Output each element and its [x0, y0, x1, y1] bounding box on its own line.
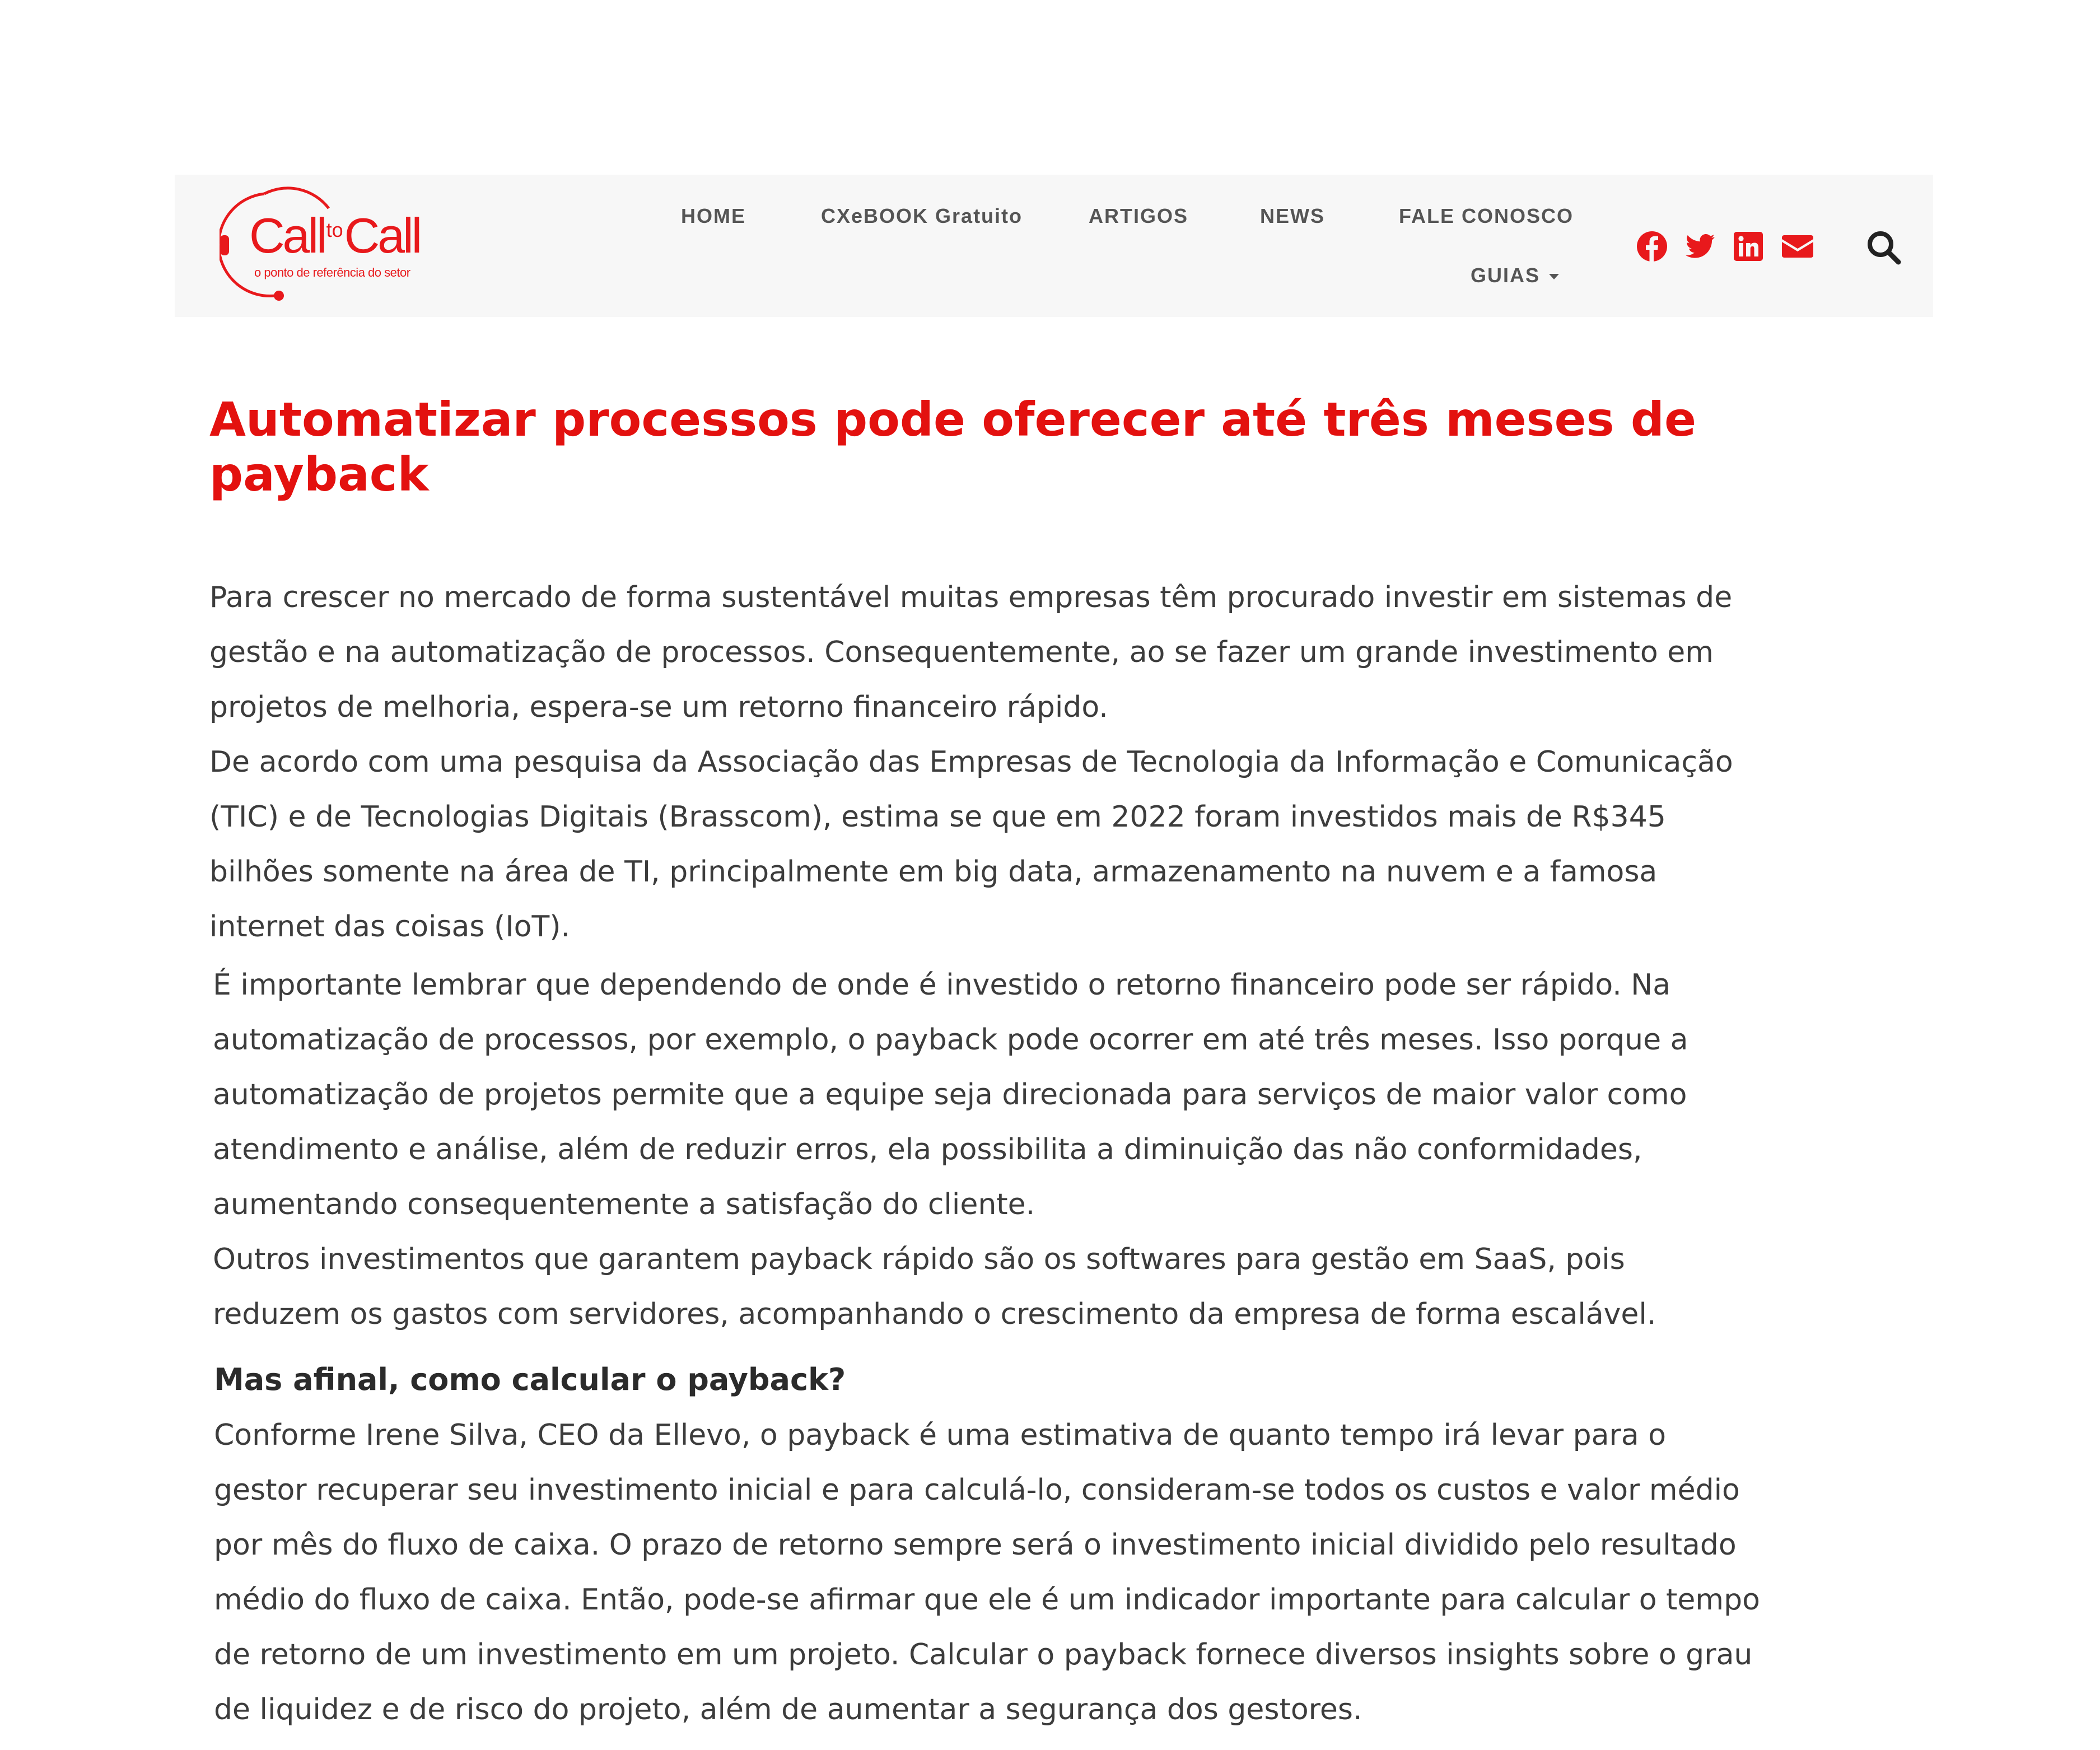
nav-fale-conosco[interactable]: FALE CONOSCO [1399, 204, 1574, 227]
search-icon[interactable] [1866, 230, 1902, 265]
article-body [209, 570, 1761, 1737]
logo-wordmark: Call$^{to}$Call [249, 208, 421, 263]
nav-cxebook[interactable]: CXeBOOK Gratuito [821, 204, 1023, 227]
nav-guias-label: GUIAS [1471, 264, 1541, 287]
nav-news[interactable]: NEWS [1260, 204, 1325, 227]
article-title: Automatizar processos pode oferecer até três meses de payback [209, 392, 1696, 502]
article-paragraph-1: Para crescer no mercado de forma sustentável muitas empresas têm procurado investir em sistemas de gestão e na automatização de processos. Consequentemente, ao se fazer um grande investimento em projetos de melhoria, espera-se um retorno financeiro rápido. [209, 581, 1733, 724]
envelope-icon[interactable] [1781, 231, 1812, 262]
article-subheading: Mas afinal, como calcular o payback? [214, 1362, 846, 1397]
site-logo[interactable] [220, 186, 432, 304]
chevron-down-icon [1549, 274, 1559, 279]
article-paragraph-2: De acordo com uma pesquisa da Associação das Empresas de Tecnologia da Informação e Comunicação (TIC) e de Tecnologias Digitais (Brasscom), estima se que em 2022 foram investidos mais de R$345 bilhões somente na área de TI, principalmente em big data, armazenamento na nuvem e a famosa internet das coisas (IoT). [209, 745, 1733, 944]
nav-home[interactable]: HOME [681, 204, 746, 227]
twitter-icon[interactable] [1684, 231, 1716, 262]
linkedin-icon[interactable] [1733, 231, 1764, 262]
nav-artigos[interactable]: ARTIGOS [1089, 204, 1189, 227]
nav-guias[interactable] [1471, 265, 1559, 286]
article-paragraph-3: É importante lembrar que dependendo de onde é investido o retorno financeiro pode ser rápido. Na automatização de processos, por exemplo, o payback pode ocorrer em até três meses. Isso porque a automatização de projetos permite que a equipe seja direcionada para serviços de maior valor como atendimento e análise, além de reduzir erros, ela possibilita a diminuição das não conformidades, aumentando consequentemente a satisfação do cliente. [213, 968, 1688, 1221]
facebook-icon[interactable] [1636, 231, 1668, 262]
site-header [175, 175, 1933, 317]
article-paragraph-5: Conforme Irene Silva, CEO da Ellevo, o payback é uma estimativa de quanto tempo irá levar para o gestor recuperar seu investimento inicial e para calculá-lo, consideram-se todos os custos e valor médio por mês do fluxo de caixa. O prazo de retorno sempre será o investimento inicial dividido pelo resultado médio do fluxo de caixa. Então, pode-se afirmar que ele é um indicador importante para calcular o tempo de retorno de um investimento em um projeto. Calcular o payback fornece diversos insights sobre o grau de liquidez e de risco do projeto, além de aumentar a segurança dos gestores. [214, 1418, 1760, 1726]
article-paragraph-4: Outros investimentos que garantem payback rápido são os softwares para gestão em SaaS, pois reduzem os gastos com servidores, acompanhando o crescimento da empresa de forma escalável. [213, 1243, 1656, 1331]
logo-tagline: o ponto de referência do setor [254, 265, 410, 279]
